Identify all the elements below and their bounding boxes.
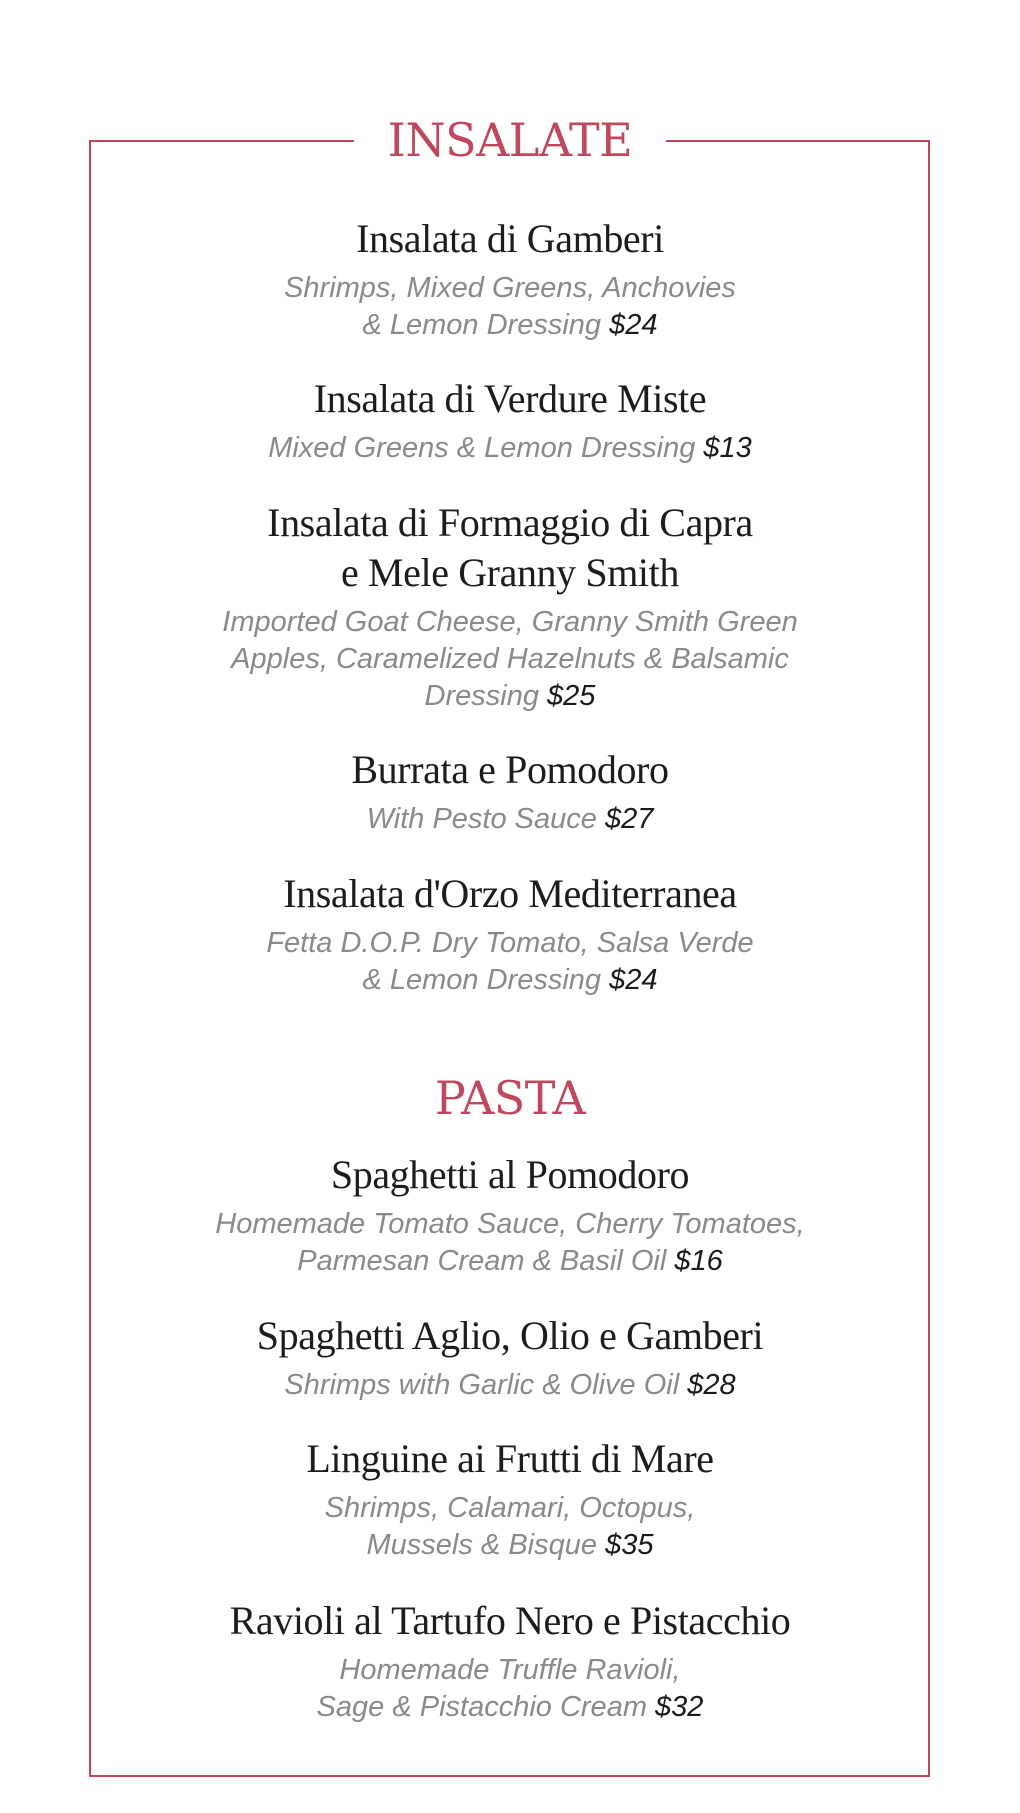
item-name: Linguine ai Frutti di Mare [306, 1436, 714, 1481]
item-description-line: Shrimps, Mixed Greens, Anchovies [284, 272, 736, 304]
item-name: Insalata d'Orzo Mediterranea [283, 871, 737, 916]
item-description-line: Homemade Tomato Sauce, Cherry Tomatoes, [215, 1208, 805, 1240]
menu-item-insalata-dorzo-mediterranea [140, 869, 880, 999]
item-price: $25 [547, 680, 596, 712]
item-description [140, 1367, 880, 1404]
item-price: $13 [703, 432, 752, 464]
item-name [140, 498, 880, 598]
item-name: Spaghetti al Pomodoro [330, 1152, 690, 1197]
item-description [140, 1490, 880, 1564]
item-description-line: Mixed Greens & Lemon Dressing [268, 432, 696, 464]
item-name: Burrata e Pomodoro [351, 747, 669, 792]
item-description-line: Parmesan Cream & Basil Oil [297, 1245, 667, 1277]
section-title-insalate-text: INSALATE [354, 117, 667, 163]
item-description-line: & Lemon Dressing [362, 964, 602, 996]
item-price: $24 [609, 964, 658, 996]
item-description [140, 925, 880, 999]
menu-item-spaghetti-al-pomodoro [140, 1150, 880, 1280]
item-name: Insalata di Verdure Miste [313, 376, 707, 421]
item-name: Insalata di Gamberi [356, 216, 664, 261]
item-name: Spaghetti Aglio, Olio e Gamberi [256, 1313, 764, 1358]
menu-item-insalata-di-formaggio-di-capra [140, 498, 880, 715]
item-price: $35 [605, 1529, 654, 1561]
section-title-insalate [0, 113, 1020, 167]
item-name-line: e Mele Granny Smith [341, 550, 679, 595]
item-price: $28 [687, 1369, 736, 1401]
item-description-line: Imported Goat Cheese, Granny Smith Green [222, 606, 798, 638]
item-name: Ravioli al Tartufo Nero e Pistacchio [229, 1598, 791, 1643]
item-description [140, 270, 880, 344]
item-description-line: Mussels & Bisque [366, 1529, 598, 1561]
item-description [140, 604, 880, 715]
menu-item-burrata-e-pomodoro [140, 745, 880, 838]
item-price: $24 [609, 309, 658, 341]
menu-item-insalata-di-verdure-miste [140, 374, 880, 467]
item-description [140, 1206, 880, 1280]
item-description-line: Homemade Truffle Ravioli, [339, 1654, 681, 1686]
item-description-line: Shrimps, Calamari, Octopus, [324, 1492, 696, 1524]
section-title-pasta-text: PASTA [401, 1075, 619, 1121]
menu-item-spaghetti-aglio-olio-e-gamberi [140, 1311, 880, 1404]
item-description [140, 801, 880, 838]
menu-item-ravioli-al-tartufo-nero-e-pistacchio [140, 1596, 880, 1726]
menu-item-linguine-ai-frutti-di-mare [140, 1434, 880, 1564]
item-description-line: With Pesto Sauce [366, 803, 597, 835]
item-description-line: Sage & Pistacchio Cream [316, 1691, 647, 1723]
item-description-line: Shrimps with Garlic & Olive Oil [284, 1369, 680, 1401]
item-name-line: Insalata di Formaggio di Capra [267, 500, 753, 545]
item-description [140, 1652, 880, 1726]
item-price: $32 [655, 1691, 704, 1723]
section-title-pasta [0, 1071, 1020, 1125]
item-price: $27 [604, 803, 654, 835]
item-description [140, 430, 880, 467]
menu-item-insalata-di-gamberi [140, 214, 880, 344]
item-description-line: & Lemon Dressing [362, 309, 602, 341]
item-description-line: Fetta D.O.P. Dry Tomato, Salsa Verde [266, 927, 754, 959]
item-description-line: Dressing [424, 680, 539, 712]
item-price: $16 [674, 1245, 723, 1277]
item-description-line: Apples, Caramelized Hazelnuts & Balsamic [231, 643, 789, 675]
